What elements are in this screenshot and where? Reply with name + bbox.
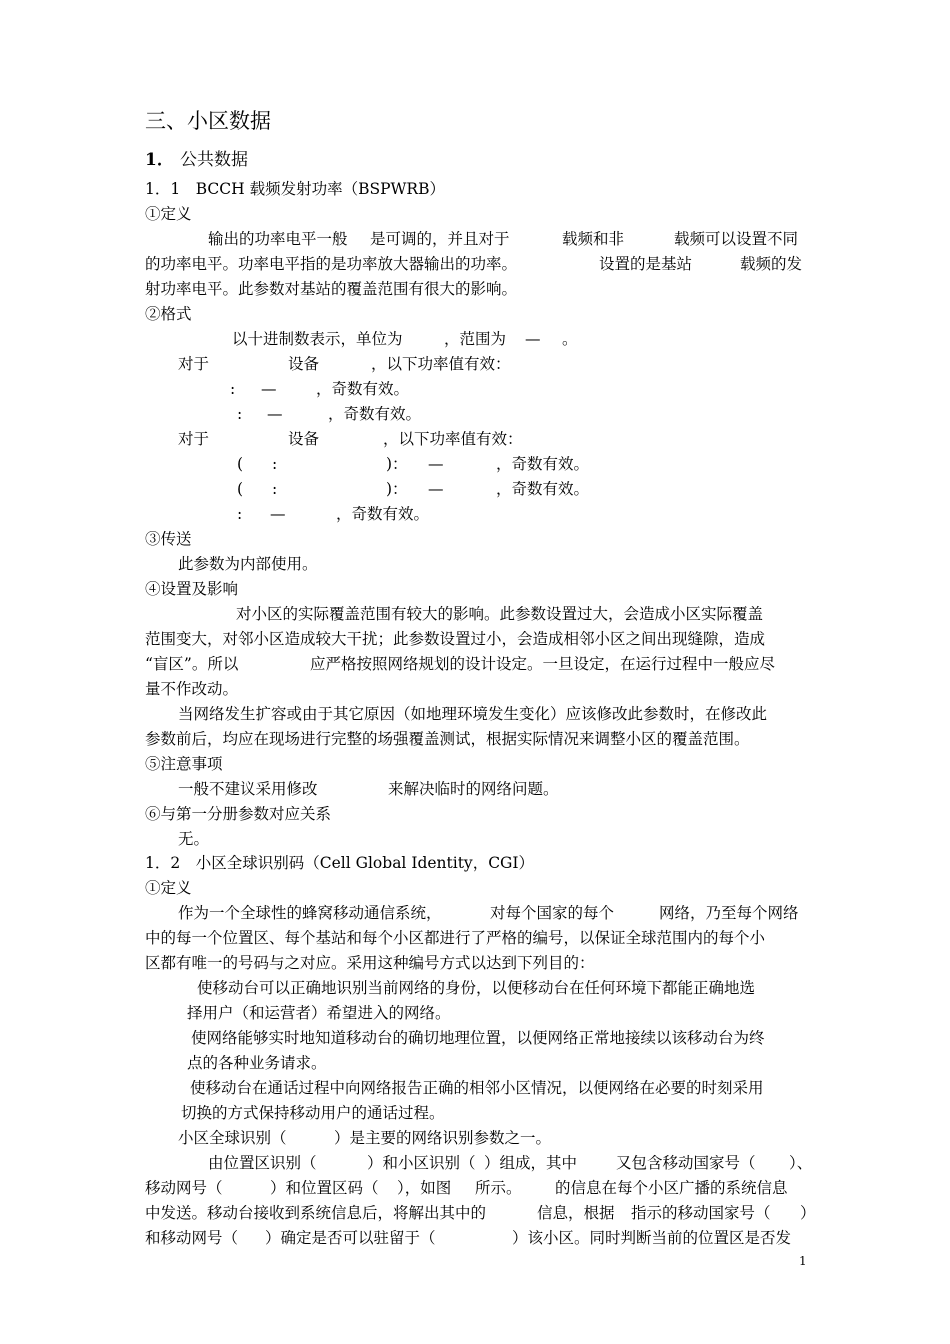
- paragraph-line: 对小区的实际覆盖范围有较大的影响。此参数设置过大，会造成小区实际覆盖: [236, 605, 764, 623]
- paragraph-line: 无。: [178, 830, 210, 848]
- bullet-line: 择用户（和运营者）希望进入的网络。: [187, 1004, 451, 1022]
- format-line: 以十进制数表示，单位为 ，范围为 — 。: [232, 330, 578, 348]
- label-notes: ⑤注意事项: [145, 755, 223, 773]
- format-line: ( : )： — ，奇数有效。: [237, 455, 590, 473]
- label-transmission: ③传送: [145, 530, 192, 548]
- format-line: : — ，奇数有效。: [237, 405, 422, 423]
- paragraph-line: 和移动网号（ ）确定是否可以驻留于（ ）该小区。同时判断当前的位置区是否发: [145, 1229, 792, 1247]
- format-line: : — ，奇数有效。: [237, 505, 430, 523]
- paragraph-line: 射功率电平。此参数对基站的覆盖范围有很大的影响。: [145, 280, 518, 298]
- paragraph-line: 移动网号（ ）和位置区码（ ），如图 所示。 的信息在每个小区广播的系统信息: [145, 1179, 788, 1197]
- paragraph-line: 此参数为内部使用。: [178, 555, 318, 573]
- paragraph-line: 中发送。移动台接收到系统信息后，将解出其中的 信息，根据 指示的移动国家号（ ）: [145, 1204, 816, 1222]
- paragraph-line: 由位置区识别（ ）和小区识别（ ）组成，其中 又包含移动国家号（ ）、: [208, 1154, 813, 1172]
- bullet-line: 使移动台在通话过程中向网络报告正确的相邻小区情况，以便网络在必要的时刻采用: [190, 1079, 764, 1097]
- subsection-heading: 1． 公共数据: [145, 150, 248, 170]
- bullet-line: 使移动台可以正确地识别当前网络的身份，以便移动台在任何环境下都能正确地选: [197, 979, 756, 997]
- label-format: ②格式: [145, 305, 192, 323]
- paragraph-line: 范围变大，对邻小区造成较大干扰；此参数设置过小，会造成相邻小区之间出现缝隙，造成: [145, 630, 766, 648]
- bullet-line: 使网络能够实时地知道移动台的确切地理位置，以便网络正常地接续以该移动台为终: [191, 1029, 765, 1047]
- section-title: 三、小区数据: [145, 109, 271, 133]
- label-definition: ①定义: [145, 205, 192, 223]
- paragraph-line: 量不作改动。: [145, 680, 239, 698]
- paragraph-line: 当网络发生扩容或由于其它原因（如地理环境发生变化）应该修改此参数时，在修改此: [178, 705, 768, 723]
- format-line: : — ，奇数有效。: [230, 380, 410, 398]
- page-number: 1: [799, 1254, 807, 1268]
- paragraph-line: 作为一个全球性的蜂窝移动通信系统， 对每个国家的每个 网络，乃至每个网络: [178, 904, 799, 922]
- paragraph-line: 输出的功率电平一般 是可调的，并且对于 载频和非 载频可以设置不同: [208, 230, 799, 248]
- bullet-line: 切换的方式保持移动用户的通话过程。: [181, 1104, 445, 1122]
- paragraph-line: 区都有唯一的号码与之对应。采用这种编号方式以达到下列目的：: [145, 954, 595, 972]
- bullet-line: 点的各种业务请求。: [187, 1054, 327, 1072]
- label-settings: ④设置及影响: [145, 580, 239, 598]
- format-line: 对于 设备 ，以下功率值有效：: [178, 355, 511, 373]
- heading-1-2: 1．2 小区全球识别码（Cell Global Identity，CGI）: [145, 854, 535, 872]
- paragraph-line: 一般不建议采用修改 来解决临时的网络问题。: [178, 780, 559, 798]
- label-definition: ①定义: [145, 879, 192, 897]
- paragraph-line: 中的每一个位置区、每个基站和每个小区都进行了严格的编号，以保证全球范围内的每个小: [145, 929, 766, 947]
- paragraph-line: 的功率电平。功率电平指的是功率放大器输出的功率。 设置的是基站 载频的发: [145, 255, 803, 273]
- format-line: 对于 设备 ，以下功率值有效：: [178, 430, 523, 448]
- label-relation: ⑥与第一分册参数对应关系: [145, 805, 332, 823]
- paragraph-line: 小区全球识别（ ）是主要的网络识别参数之一。: [178, 1129, 552, 1147]
- format-line: ( : )： — ，奇数有效。: [237, 480, 590, 498]
- heading-1-1: 1．1 BCCH 载频发射功率（BSPWRB）: [145, 180, 445, 198]
- paragraph-line: 参数前后，均应在现场进行完整的场强覆盖测试，根据实际情况来调整小区的覆盖范围。: [145, 730, 750, 748]
- paragraph-line: “盲区”。所以 应严格按照网络规划的设计设定。一旦设定，在运行过程中一般应尽: [145, 655, 776, 673]
